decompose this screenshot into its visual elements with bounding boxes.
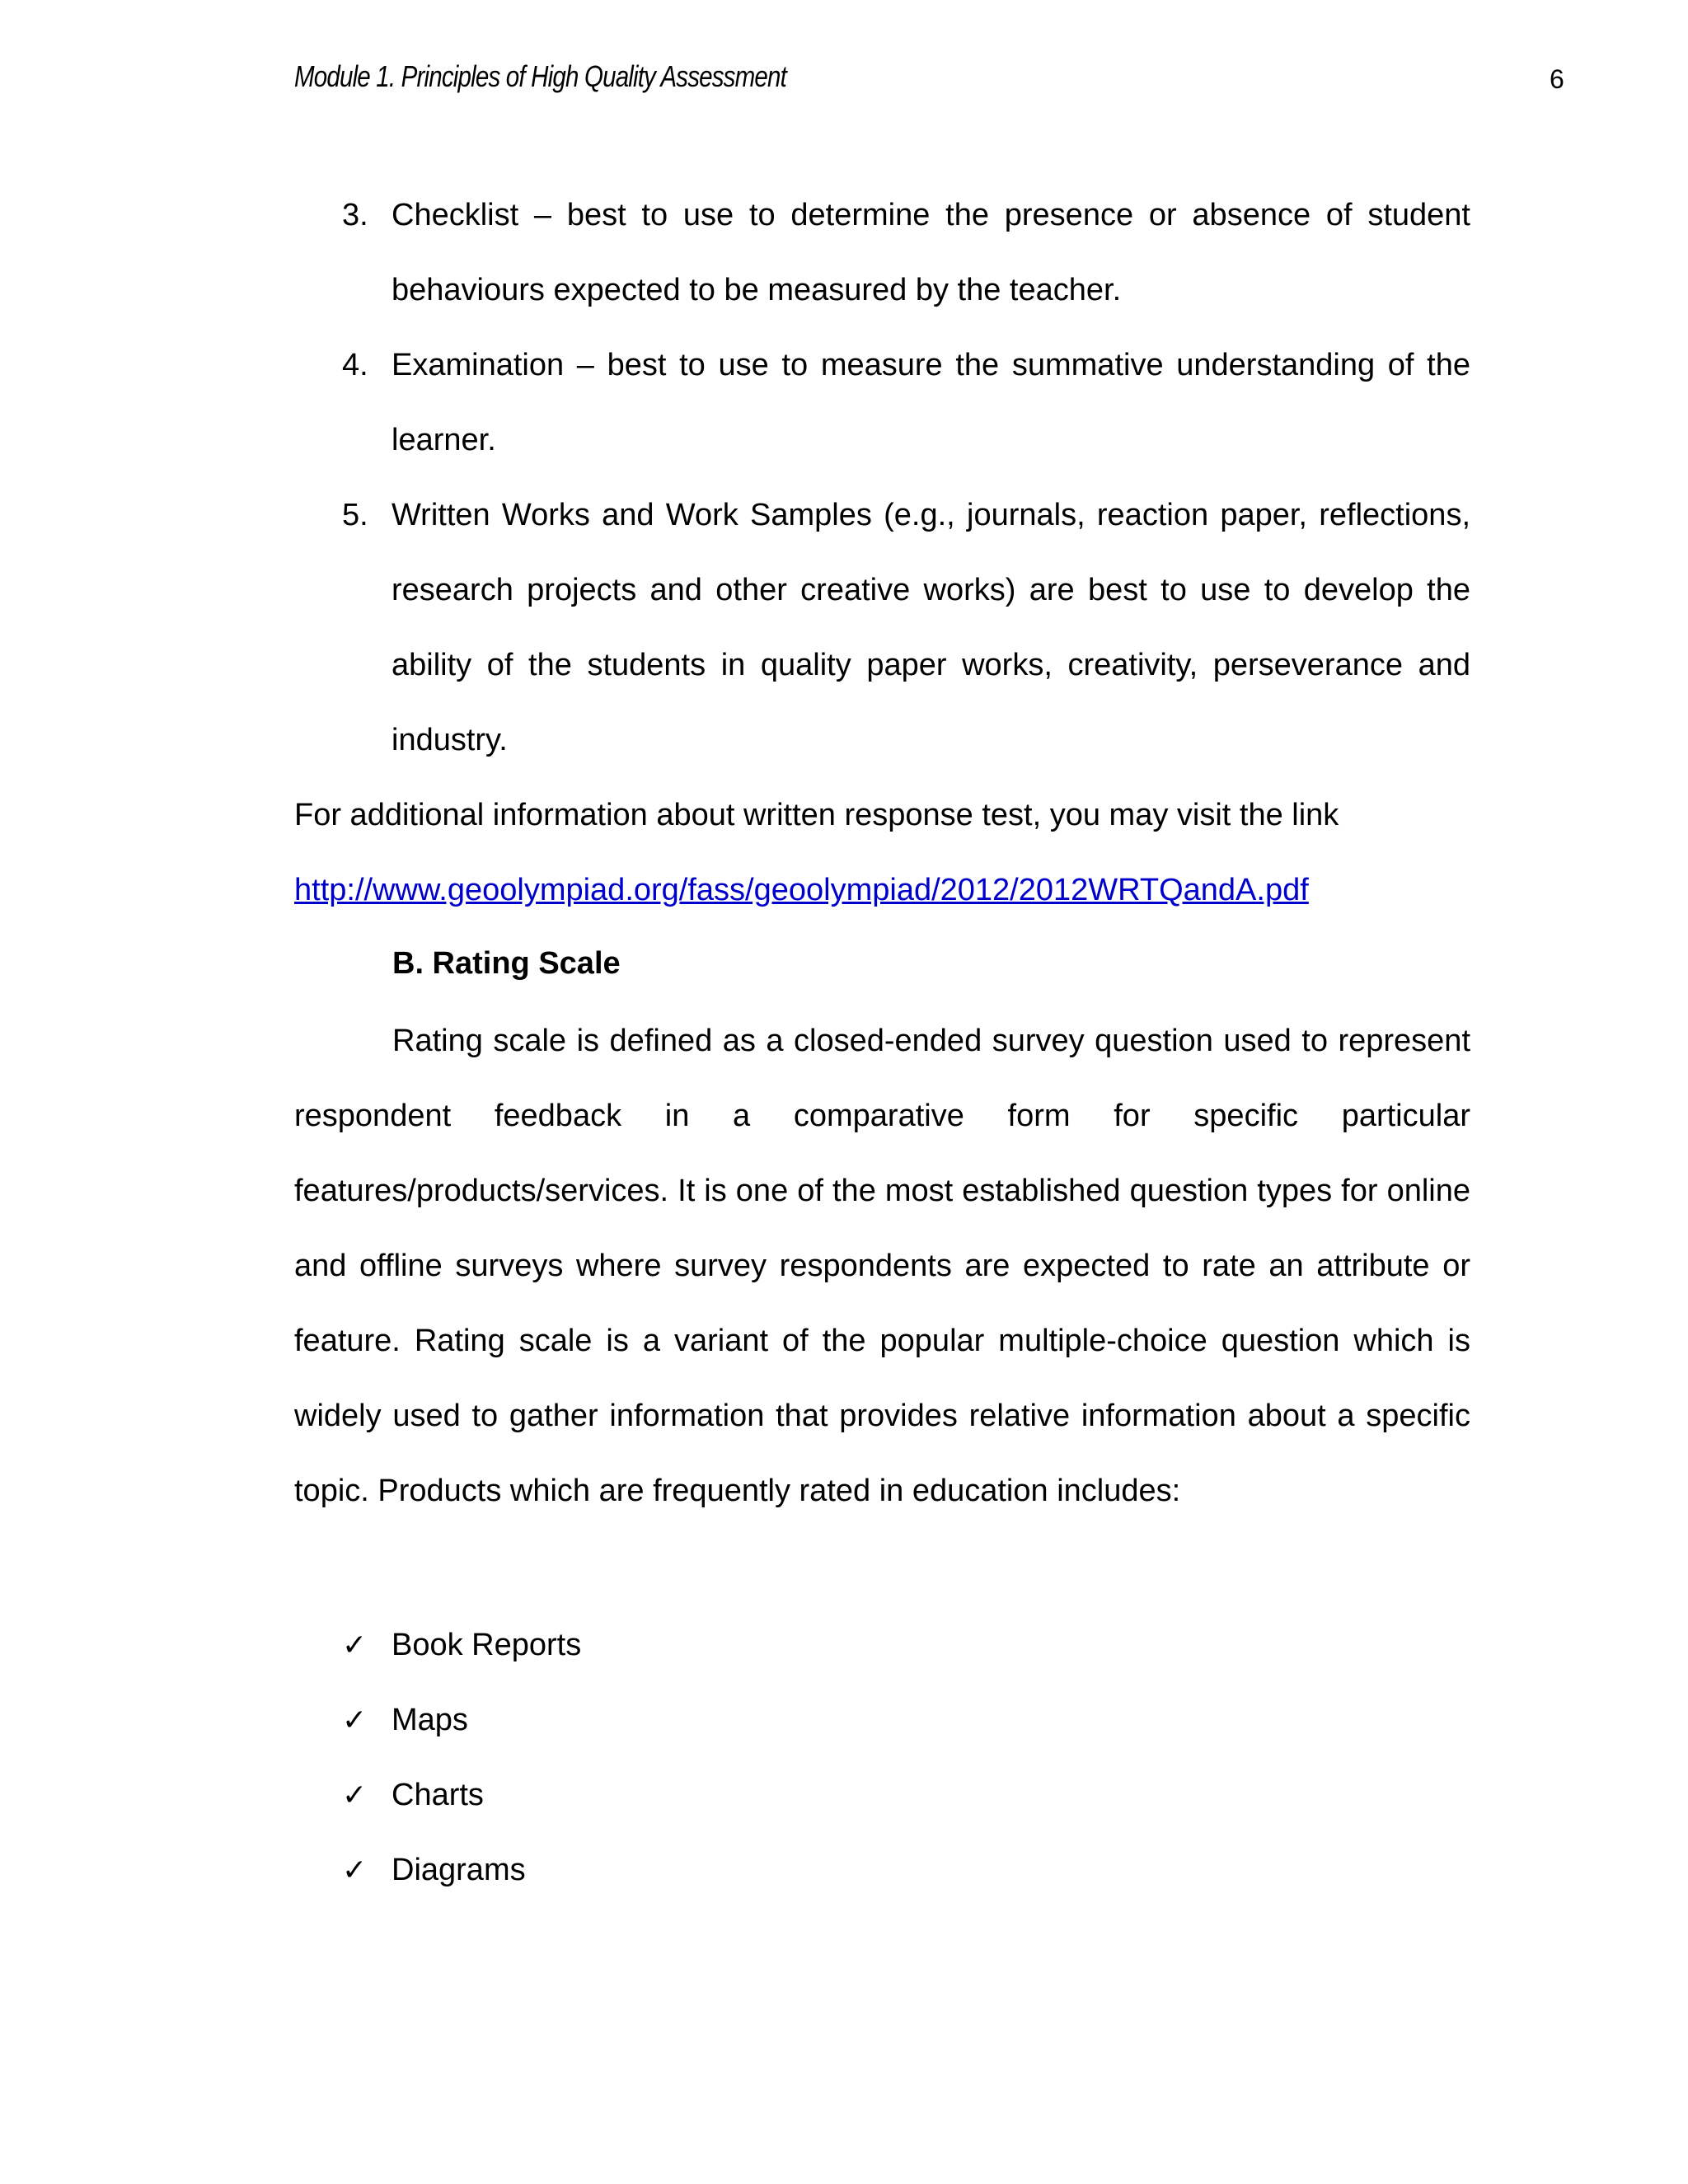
check-item-charts [342,1769,484,1821]
list-item-4 [342,328,1470,478]
list-number: 3. [342,198,368,232]
list-text: Checklist – best to use to determine the presence or absence of student behaviours expected to be measured by the teacher. [392,198,1470,307]
check-item-book-reports [342,1619,581,1671]
check-icon: ✓ [342,1853,368,1886]
additional-info-text: For additional information about written response test, you may visit the link [294,798,1339,832]
check-icon: ✓ [342,1778,368,1811]
list-item-3 [342,178,1470,328]
check-item-maps [342,1694,468,1746]
geoolympiad-link[interactable]: http://www.geoolympiad.org/fass/geoolympiad/2012/2012WRTQandA.pdf [294,873,1309,907]
rating-scale-paragraph: Rating scale is defined as a closed-ended survey question used to represent respondent feedback in a comparative form for specific particular features/products/services. It is one of the most established question types for online and offline surveys where survey respondents are expected to rate an attribute or feature. Rating scale is a variant of the popular multiple-choice question which is widely used to gather information that provides relative information about a specific topic. Products which are frequently rated in education includes: [294,1024,1470,1508]
check-item-label: Maps [392,1703,468,1737]
check-icon: ✓ [342,1628,368,1661]
list-text: Written Works and Work Samples (e.g., journals, reaction paper, reflections, research projects and other creative works) are best to use to develop the ability of the students in quality paper works, creativity, perseverance and industry. [392,498,1470,757]
page-number: 6 [1550,64,1564,94]
section-heading: B. Rating Scale [392,946,621,981]
check-item-label: Charts [392,1778,484,1812]
list-text: Examination – best to use to measure the summative understanding of the learner. [392,348,1470,457]
check-item-label: Book Reports [392,1628,582,1662]
check-item-diagrams [342,1844,526,1896]
check-item-label: Diagrams [392,1853,526,1887]
list-item-5 [342,478,1470,778]
check-icon: ✓ [342,1703,368,1736]
list-number: 4. [342,348,368,382]
running-header: Module 1. Principles of High Quality Assessment [294,59,786,93]
list-number: 5. [342,498,368,532]
additional-info-line [294,853,1470,928]
